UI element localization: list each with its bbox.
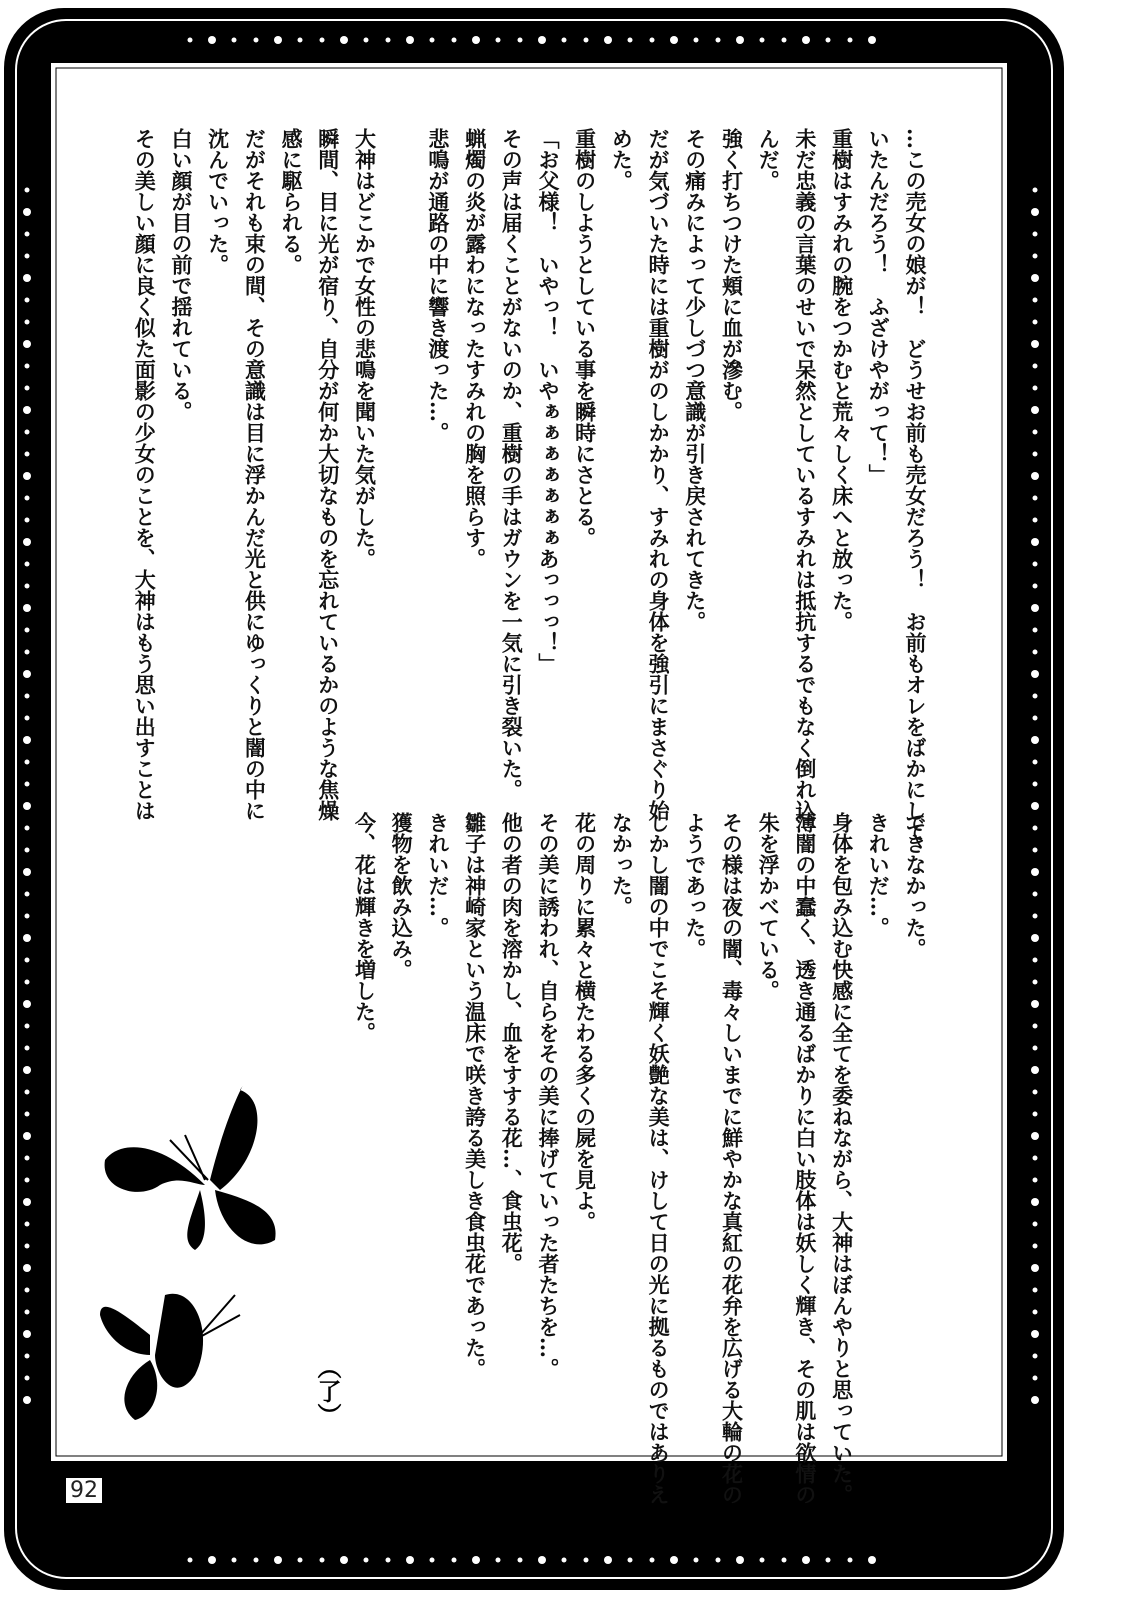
text-line: 悲鳴が通路の中に響き渡った…。 bbox=[425, 128, 451, 443]
text-line: ようであった。 bbox=[682, 812, 708, 959]
text-line: 他の者の肉を溶かし、血をすする花…、食虫花。 bbox=[499, 812, 525, 1274]
text-line: きれいだ…。 bbox=[425, 812, 451, 938]
butterfly-illustration-bottom bbox=[95, 1275, 245, 1425]
text-line: 重樹はすみれの腕をつかむと荒々しく床へと放った。 bbox=[829, 128, 855, 632]
text-line: その痛みによって少しづつ意識が引き戻されてきた。 bbox=[682, 128, 708, 632]
text-line: 蝋燭の炎が露わになったすみれの胸を照らす。 bbox=[462, 128, 488, 569]
text-line: 朱を浮かべている。 bbox=[756, 812, 782, 1001]
butterfly-illustration-top bbox=[100, 1080, 290, 1260]
text-line: 雛子は神崎家という温床で咲き誇る美しき食虫花であった。 bbox=[462, 812, 488, 1379]
text-line: その美しい顔に良く似た面影の少女のことを、大神はもう思い出すことは bbox=[132, 128, 158, 821]
end-mark: （了） bbox=[313, 1355, 342, 1427]
text-line: いたんだろう！ ふざけやがって！」 bbox=[866, 128, 892, 485]
text-line: きれいだ…。 bbox=[866, 812, 892, 938]
text-line: しかし闇の中でこそ輝く妖艶な美は、けして日の光に拠るものではありえ bbox=[646, 812, 672, 1505]
text-line: 未だ忠義の言葉のせいで呆然としているすみれは抵抗するでもなく倒れ込 bbox=[792, 128, 818, 821]
text-line: 沈んでいった。 bbox=[205, 128, 231, 275]
text-line: …この売女の娘が！ どうせお前も売女だろう！ お前もオレをばかにして bbox=[903, 128, 928, 842]
text-line: できなかった。 bbox=[903, 812, 928, 959]
story-text-top bbox=[126, 128, 933, 842]
blank-line bbox=[382, 128, 419, 788]
text-line: なかった。 bbox=[609, 812, 635, 917]
story-text-bottom bbox=[346, 812, 933, 1505]
text-line: めた。 bbox=[609, 128, 635, 191]
text-line: 強く打ちつけた頬に血が滲む。 bbox=[719, 128, 745, 422]
text-line: 獲物を飲み込み。 bbox=[389, 812, 415, 980]
text-line: 身体を包み込む快感に全てを委ねながら、大神はぼんやりと思っていた。 bbox=[829, 812, 855, 1505]
text-line: 今、花は輝きを増した。 bbox=[352, 812, 378, 1043]
page-number: 92 bbox=[66, 1478, 102, 1503]
text-line: 感に駆られる。 bbox=[279, 128, 305, 275]
text-line: 重樹のしようとしている事を瞬時にさとる。 bbox=[572, 128, 598, 548]
text-line: 薄闇の中蠢く、透き通るばかりに白い肢体は妖しく輝き、その肌は欲情の bbox=[792, 812, 818, 1505]
text-line: 白い顔が目の前で揺れている。 bbox=[168, 128, 194, 422]
text-line: 瞬間、目に光が宿り、自分が何か大切なものを忘れているかのような焦燥 bbox=[315, 128, 341, 821]
text-line: 大神はどこかで女性の悲鳴を聞いた気がした。 bbox=[352, 128, 378, 569]
text-line: だがそれも束の間、その意識は目に浮かんだ光と供にゆっくりと闇の中に bbox=[242, 128, 268, 821]
text-line: だが気づいた時には重樹がのしかかり、すみれの身体を強引にまさぐり始 bbox=[646, 128, 672, 821]
text-line: その様は夜の闇、毒々しいまでに鮮やかな真紅の花弁を広げる大輪の花の bbox=[719, 812, 745, 1505]
text-line: んだ。 bbox=[756, 128, 782, 191]
text-line: 花の周りに累々と横たわる多くの屍を見よ。 bbox=[572, 812, 598, 1232]
text-line: その声は届くことがないのか、重樹の手はガウンを一気に引き裂いた。 bbox=[499, 128, 525, 800]
text-line: その美に誘われ、自らをその美に捧げていった者たちを…。 bbox=[535, 812, 561, 1379]
text-line: 「お父様！ いやっ！ いやぁぁぁぁぁぁぁあっっっ！」 bbox=[535, 128, 561, 674]
